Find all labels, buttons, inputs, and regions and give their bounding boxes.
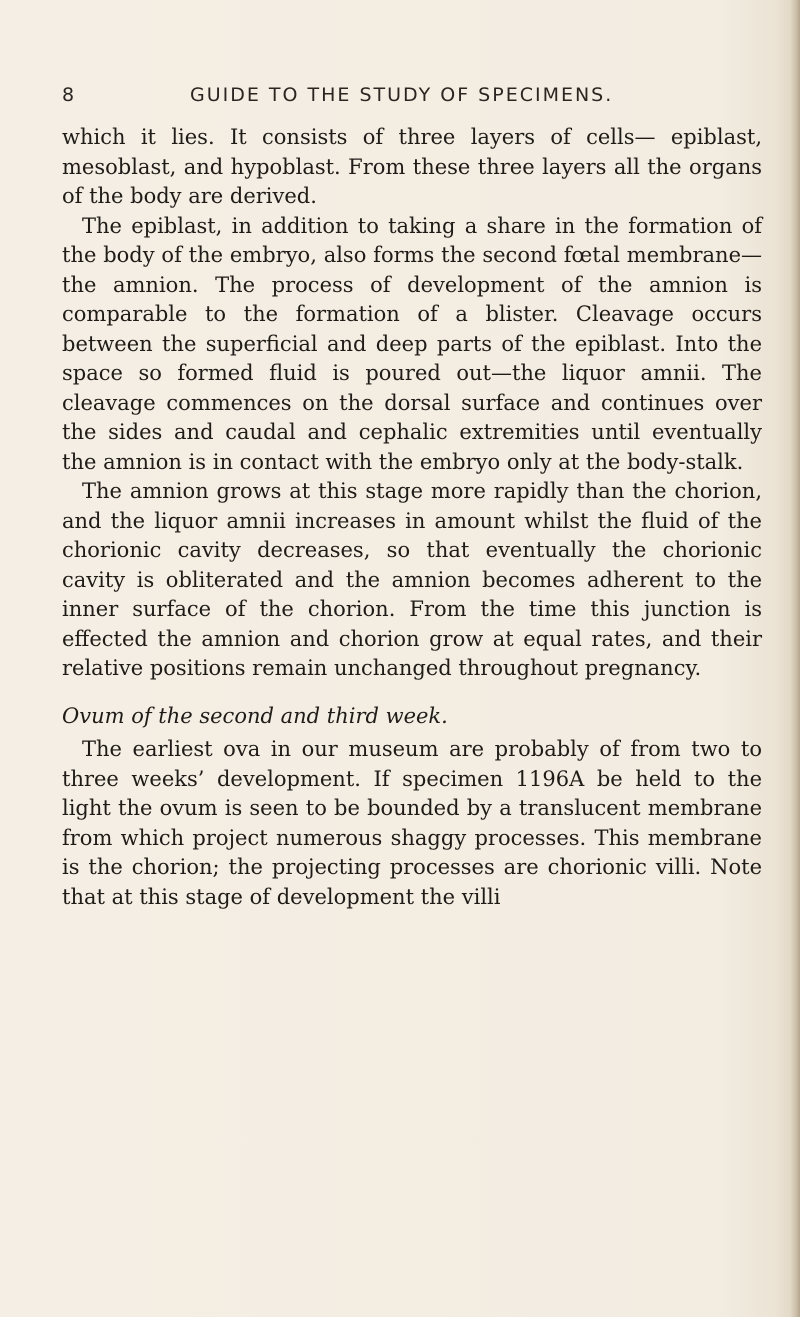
paragraph-earliest-ova: The earliest ova in our museum are probably of from two to three weeks’ development. If specimen 1196A be held to the light the ovum is seen to be bounded by a translucent membrane from which project numerous shaggy processes. This membrane is the chorion; the projecting processes are chorionic villi. Note that at this stage of development the villi [62,737,762,909]
running-title: GUIDE TO THE STUDY OF SPECIMENS. [190,84,614,106]
body-text [62,123,762,912]
page-edge-shadow [790,0,800,1317]
page-header [62,84,762,114]
page-number: 8 [62,84,77,106]
paragraph-epiblast-amnion: The epiblast, in addition to taking a share in the formation of the body of the embryo, also forms the second fœtal membrane—the amnion. The process of development of the amnion is comparable to the formation of a blister. Cleavage occurs between the superficial and deep parts of the epiblast. Into the space so formed fluid is poured out—the liquor amnii. The cleavage commences on the dorsal surface and continues over the sides and caudal and cephalic extremities until eventually the amnion is in contact with the embryo only at the body-stalk. [62,213,762,474]
section-heading: Ovum of the second and third week. [62,703,448,728]
paragraph-amnion-growth: The amnion grows at this stage more rapidly than the chorion, and the liquor amnii increases in amount whilst the fluid of the chorionic cavity decreases, so that eventually the chorionic cavity is obliterated and the amnion becomes adherent to the inner surface of the chorion. From the time this junction is effected the amnion and chorion grow at equal rates, and their relative positions remain unchanged throughout pregnancy. [62,479,762,680]
paragraph-continuation: which it lies. It consists of three layers of cells— epiblast, mesoblast, and hypoblast. From these three layers all the organs of the body are derived. [62,125,762,208]
